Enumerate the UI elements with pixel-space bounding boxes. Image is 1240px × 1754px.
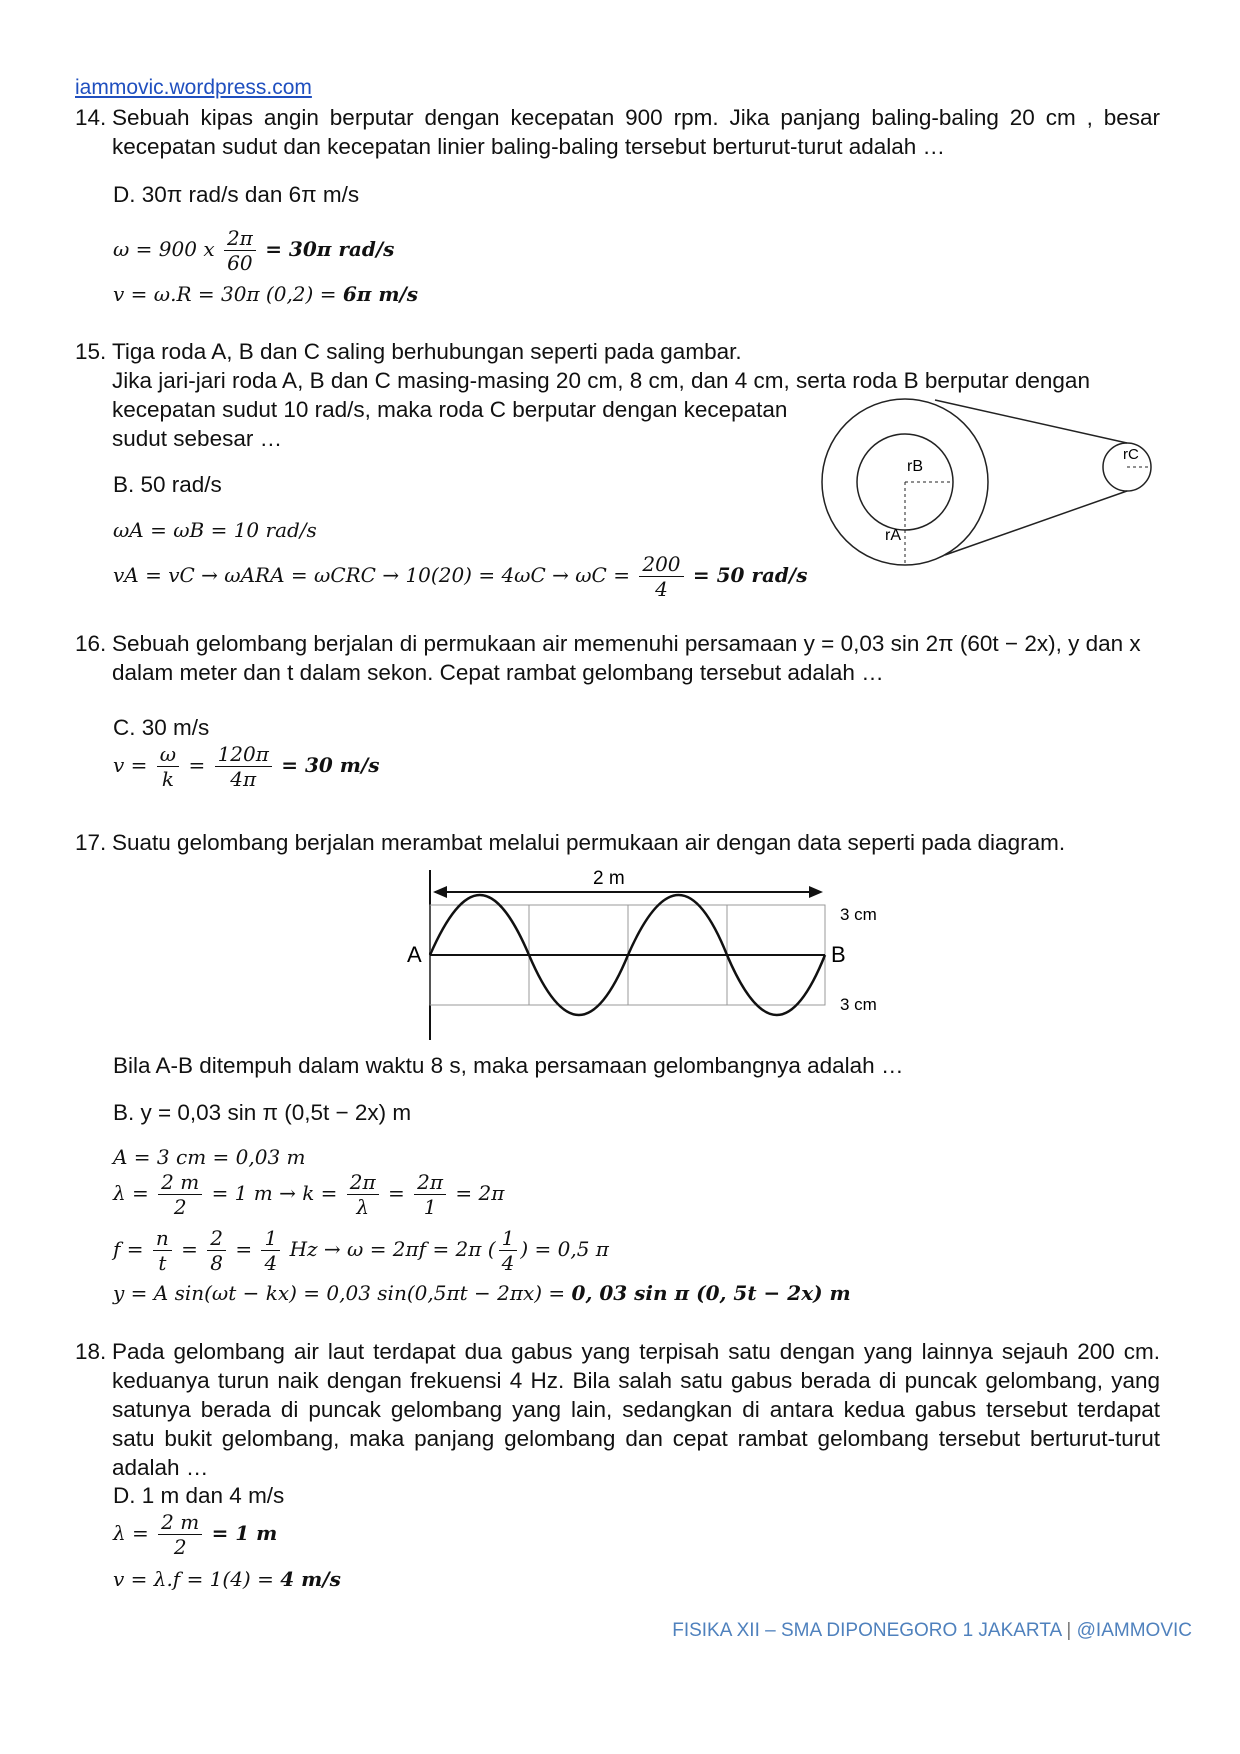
fraction — [347, 1170, 379, 1219]
answer-17: B. y = 0,03 sin π (0,5t − 2x) m — [113, 1100, 412, 1125]
header-link[interactable]: iammovic.wordpress.com — [75, 76, 312, 99]
arrow-head-right — [809, 886, 823, 898]
eq-text: vA = vC → ωARA = ωCRC → 10(20) = 4ωC → ωC = — [113, 563, 630, 587]
page-footer — [672, 1620, 1192, 1642]
denominator: 4π — [230, 767, 257, 791]
equation-17-f: f = $\frac{n}{t}$ = $\frac{2}{8}$ = $\frac{1}{4}$ Hz → ω = 2πf = 2π ( $\frac{1}{4}$ ) = 0,5 π — [113, 1226, 609, 1275]
label-rc: rC — [1123, 446, 1139, 463]
numerator: 2 — [207, 1226, 226, 1251]
fraction — [215, 742, 272, 791]
question-number: 16. — [75, 631, 107, 656]
question-number: 14. — [75, 105, 107, 130]
numerator: 120π — [215, 742, 272, 767]
denominator: 4 — [655, 577, 668, 601]
equation-18-lambda — [113, 1510, 277, 1559]
numerator: 2π — [347, 1170, 379, 1195]
eq-text: = 1 m → k = — [211, 1181, 338, 1205]
fraction — [158, 1510, 202, 1559]
eq-result: 6π m/s — [342, 282, 419, 306]
eq-text: v = λ.f = 1(4) = — [113, 1567, 281, 1591]
question-text: Suatu gelombang berjalan merambat melalui permukaan air dengan data seperti pada diagram. — [112, 830, 1066, 855]
numerator: 2π — [414, 1170, 446, 1195]
belt-top — [935, 400, 1127, 443]
question-17 — [75, 828, 1160, 857]
equation-16: v = $\frac{\omega}{k}$ = $\frac{120\pi}{4\pi}$ = 30 m/s — [113, 742, 380, 791]
eq-text: A = 3 cm = 0,03 m — [113, 1145, 306, 1169]
fraction — [153, 1226, 172, 1275]
equation-17-lambda: λ = $\frac{2 m}{2}$ = 1 m → k = $\frac{2\pi}{\lambda}$ = $\frac{2\pi}{1}$ = 2π — [113, 1170, 505, 1219]
eq-result: 4 m/s — [280, 1567, 341, 1591]
amplitude-bottom-label: 3 cm — [840, 995, 877, 1014]
answer-16: C. 30 m/s — [113, 715, 210, 740]
numerator: 2 m — [158, 1510, 202, 1535]
equation-14-v — [113, 282, 418, 306]
eq-text: = 2π — [455, 1181, 505, 1205]
eq-result: = 30π rad/s — [265, 237, 395, 261]
equation-17-a — [113, 1145, 306, 1169]
numerator: ω — [157, 742, 179, 767]
eq-text: v = — [113, 753, 148, 777]
belt-bottom — [945, 491, 1127, 555]
equation-17-y — [113, 1281, 851, 1305]
equation-18-v — [113, 1567, 341, 1591]
eq-text: λ = — [113, 1181, 149, 1205]
wheels-diagram — [815, 395, 1160, 570]
eq-result: = 30 m/s — [281, 753, 380, 777]
length-label: 2 m — [593, 868, 625, 889]
denominator: λ — [356, 1195, 370, 1219]
question-text-line1: Tiga roda A, B dan C saling berhubungan seperti pada gambar. — [112, 339, 742, 364]
question-17-text2: Bila A-B ditempuh dalam waktu 8 s, maka persamaan gelombangnya adalah … — [113, 1053, 904, 1078]
numerator: 200 — [639, 552, 683, 577]
fraction — [499, 1226, 518, 1275]
question-16 — [75, 629, 1160, 687]
label-rb: rB — [907, 458, 923, 475]
question-18 — [75, 1337, 1160, 1482]
eq-result: = 50 rad/s — [692, 563, 808, 587]
eq-text: ωA = ωB = 10 rad/s — [113, 518, 317, 542]
question-number: 15. — [75, 339, 107, 364]
question-number: 17. — [75, 830, 107, 855]
wave-diagram — [395, 860, 885, 1045]
numerator: 1 — [499, 1226, 518, 1251]
equation-14-omega — [113, 226, 394, 275]
eq-text: ω = 900 x — [113, 237, 215, 261]
eq-text: f = — [113, 1237, 144, 1261]
point-b-label: B — [831, 942, 846, 967]
denominator: t — [158, 1251, 167, 1275]
label-ra: rA — [885, 527, 901, 544]
equation-15-v — [113, 552, 807, 601]
eq-text: = 0,5 π — [534, 1237, 609, 1261]
question-text: Pada gelombang air laut terdapat dua gabus yang terpisah satu dengan yang lainnya sejauh 200 cm. keduanya turun naik dengan frekuensi 4 Hz. Bila salah satu gabus berada di puncak gelombang, yang satunya berada di puncak gelombang yang lain, sedangkan di antara kedua gabus tersebut terdapat satu bukit gelombang, maka panjang gelombang dan cepat rambat gelombang tersebut berturut-turut adalah … — [112, 1339, 1160, 1480]
fraction — [261, 1226, 280, 1275]
answer-15: B. 50 rad/s — [113, 472, 222, 497]
fraction — [207, 1226, 226, 1275]
question-text: Sebuah kipas angin berputar dengan kecepatan 900 rpm. Jika panjang baling-baling 20 cm , besar kecepatan sudut dan kecepatan linier baling-baling tersebut berturut-turut adalah … — [112, 105, 1160, 159]
question-14 — [75, 103, 1160, 161]
numerator: 1 — [261, 1226, 280, 1251]
question-15-cont — [112, 395, 812, 453]
eq-text: v = ω.R = 30π (0,2) = — [113, 282, 343, 306]
question-15 — [75, 337, 1160, 395]
fraction — [414, 1170, 446, 1219]
denominator: 2 — [173, 1535, 187, 1559]
footer-handle: @IAMMOVIC — [1076, 1620, 1192, 1641]
denominator: 8 — [210, 1251, 223, 1275]
question-text-line3: kecepatan sudut 10 rad/s, maka roda C berputar dengan kecepatan — [112, 397, 788, 422]
arrow-head-left — [433, 886, 447, 898]
denominator: 4 — [501, 1251, 515, 1275]
question-number: 18. — [75, 1339, 107, 1364]
numerator: n — [153, 1226, 172, 1251]
fraction — [158, 1170, 202, 1219]
answer-18: D. 1 m dan 4 m/s — [113, 1483, 285, 1508]
fraction — [639, 552, 683, 601]
footer-separator: | — [1061, 1620, 1077, 1641]
denominator: k — [161, 767, 174, 791]
fraction — [157, 742, 179, 791]
denominator: 2 — [173, 1195, 187, 1219]
question-text-line4: sudut sebesar … — [112, 426, 283, 451]
denominator: 4 — [264, 1251, 278, 1275]
numerator: 2π — [224, 226, 256, 251]
numerator: 2 m — [158, 1170, 202, 1195]
question-text-line2: dalam meter dan t dalam sekon. Cepat rambat gelombang tersebut adalah … — [112, 660, 884, 685]
eq-text: y = A sin(ωt − kx) = 0,03 sin(0,5πt − 2πx) = — [113, 1281, 572, 1305]
footer-title: FISIKA XII – SMA DIPONEGORO 1 JAKARTA — [672, 1620, 1062, 1641]
equation-15-omega — [113, 518, 317, 542]
eq-text: Hz → ω = 2πf = 2π — [289, 1237, 482, 1261]
denominator: 60 — [227, 251, 253, 275]
fraction — [224, 226, 256, 275]
eq-result: 0, 03 sin π (0, 5t − 2x) m — [571, 1281, 851, 1305]
point-a-label: A — [407, 942, 422, 967]
answer-14: D. 30π rad/s dan 6π m/s — [113, 182, 360, 207]
eq-text: λ = — [113, 1521, 149, 1545]
question-text-line1: Sebuah gelombang berjalan di permukaan air memenuhi persamaan y = 0,03 sin 2π (60t − 2x), y dan x — [112, 631, 1141, 656]
question-text-line2: Jika jari-jari roda A, B dan C masing-masing 20 cm, 8 cm, dan 4 cm, serta roda B berputar dengan — [112, 368, 1090, 393]
denominator: 1 — [423, 1195, 437, 1219]
eq-result: = 1 m — [211, 1521, 278, 1545]
amplitude-top-label: 3 cm — [840, 905, 877, 924]
